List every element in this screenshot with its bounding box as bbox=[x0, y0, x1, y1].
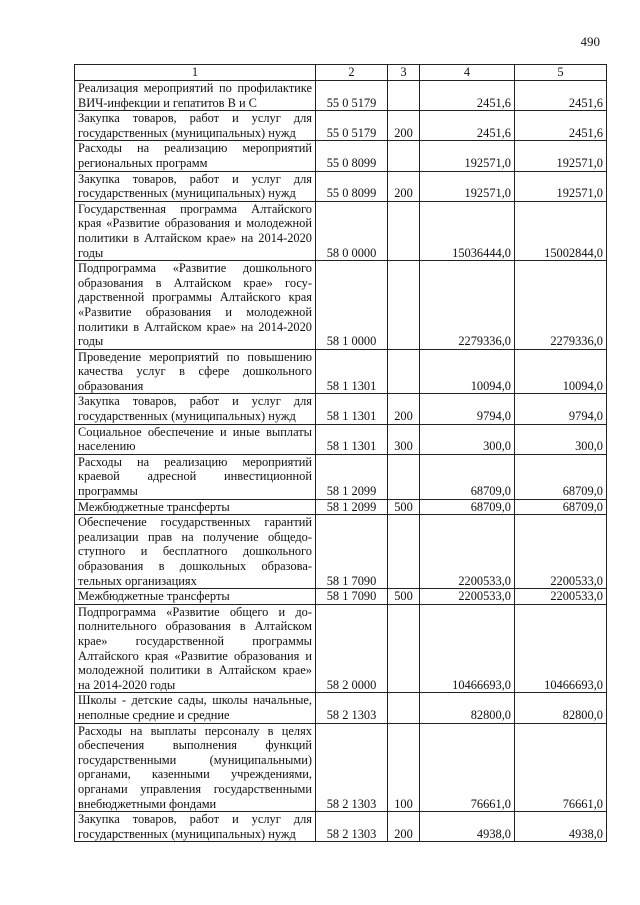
row-amount-1-cell: 10466693,0 bbox=[420, 604, 515, 693]
row-code-cell: 58 1 1301 bbox=[316, 424, 388, 454]
row-amount-1-cell: 4938,0 bbox=[420, 812, 515, 842]
row-name-cell: Закупка товаров, работ и услуг для государственных (муниципальных) нужд bbox=[75, 394, 316, 424]
row-name-cell: Государственная программа Алтайского края «Развитие образования и молодежной политики в Алтайском крае» на 2014-2020 годы bbox=[75, 201, 316, 260]
row-amount-1-cell: 2279336,0 bbox=[420, 261, 515, 350]
row-code-cell: 58 2 1303 bbox=[316, 723, 388, 812]
row-expense-type-cell: 500 bbox=[388, 499, 420, 515]
row-expense-type-cell bbox=[388, 604, 420, 693]
row-amount-1-cell: 300,0 bbox=[420, 424, 515, 454]
row-amount-2-cell: 2200533,0 bbox=[515, 515, 607, 589]
row-expense-type-cell bbox=[388, 201, 420, 260]
row-amount-2-cell: 300,0 bbox=[515, 424, 607, 454]
row-code-cell: 58 1 1301 bbox=[316, 394, 388, 424]
table-row bbox=[75, 81, 607, 111]
row-code-cell: 58 0 0000 bbox=[316, 201, 388, 260]
row-name-cell: Закупка товаров, работ и услуг для государственных (муниципальных) нужд bbox=[75, 111, 316, 141]
row-code-cell: 55 0 5179 bbox=[316, 111, 388, 141]
row-name-cell: Межбюджетные трансферты bbox=[75, 499, 316, 515]
table-row bbox=[75, 454, 607, 499]
row-amount-1-cell: 10094,0 bbox=[420, 349, 515, 394]
row-code-cell: 58 1 2099 bbox=[316, 454, 388, 499]
column-header-code: 2 bbox=[316, 65, 388, 81]
row-amount-2-cell: 2200533,0 bbox=[515, 589, 607, 605]
row-amount-1-cell: 82800,0 bbox=[420, 693, 515, 723]
row-name-cell: Расходы на выплаты персоналу в целях обеспечения выполнения функций государственными (муниципальными) органами, казенными учреждениями, органами управления государственными внебюджетными фондами bbox=[75, 723, 316, 812]
row-expense-type-cell: 200 bbox=[388, 812, 420, 842]
row-code-cell: 58 2 0000 bbox=[316, 604, 388, 693]
row-code-cell: 58 2 1303 bbox=[316, 693, 388, 723]
row-amount-1-cell: 68709,0 bbox=[420, 454, 515, 499]
row-expense-type-cell: 200 bbox=[388, 111, 420, 141]
column-header-expense-type: 3 bbox=[388, 65, 420, 81]
row-amount-2-cell: 192571,0 bbox=[515, 141, 607, 171]
row-code-cell: 58 1 1301 bbox=[316, 349, 388, 394]
row-amount-1-cell: 76661,0 bbox=[420, 723, 515, 812]
row-amount-2-cell: 2451,6 bbox=[515, 111, 607, 141]
table-row bbox=[75, 171, 607, 201]
table-row bbox=[75, 604, 607, 693]
row-amount-1-cell: 192571,0 bbox=[420, 171, 515, 201]
row-name-cell: Расходы на реализацию мероприятий региональных программ bbox=[75, 141, 316, 171]
row-amount-1-cell: 2451,6 bbox=[420, 81, 515, 111]
row-expense-type-cell bbox=[388, 454, 420, 499]
column-header-amount-1: 4 bbox=[420, 65, 515, 81]
table-row bbox=[75, 349, 607, 394]
row-amount-2-cell: 68709,0 bbox=[515, 499, 607, 515]
row-amount-2-cell: 82800,0 bbox=[515, 693, 607, 723]
row-name-cell: Расходы на реализацию мероприятий краевой адресной инвестиционной программы bbox=[75, 454, 316, 499]
row-name-cell: Социальное обеспечение и иные выплаты населению bbox=[75, 424, 316, 454]
row-expense-type-cell bbox=[388, 81, 420, 111]
row-expense-type-cell bbox=[388, 349, 420, 394]
row-expense-type-cell: 300 bbox=[388, 424, 420, 454]
row-name-cell: Школы - детские сады, школы начальные, неполные средние и средние bbox=[75, 693, 316, 723]
table-row bbox=[75, 111, 607, 141]
table-row bbox=[75, 723, 607, 812]
row-amount-2-cell: 15002844,0 bbox=[515, 201, 607, 260]
row-amount-2-cell: 10466693,0 bbox=[515, 604, 607, 693]
row-expense-type-cell bbox=[388, 693, 420, 723]
column-header-name: 1 bbox=[75, 65, 316, 81]
row-name-cell: Подпрограмма «Развитие дошкольного образования в Алтайском крае» государственной программы Алтайского края «Развитие образования и молодежной политики в Алтайском крае» на 2014-2020 годы bbox=[75, 261, 316, 350]
row-name-cell: Проведение мероприятий по повышению качества услуг в сфере дошкольного образования bbox=[75, 349, 316, 394]
column-header-amount-2: 5 bbox=[515, 65, 607, 81]
row-code-cell: 58 1 0000 bbox=[316, 261, 388, 350]
row-amount-2-cell: 2279336,0 bbox=[515, 261, 607, 350]
row-expense-type-cell: 500 bbox=[388, 589, 420, 605]
row-code-cell: 58 1 7090 bbox=[316, 515, 388, 589]
row-amount-2-cell: 68709,0 bbox=[515, 454, 607, 499]
row-code-cell: 58 2 1303 bbox=[316, 812, 388, 842]
table-row bbox=[75, 201, 607, 260]
table-row bbox=[75, 515, 607, 589]
row-amount-2-cell: 9794,0 bbox=[515, 394, 607, 424]
table-row bbox=[75, 261, 607, 350]
row-name-cell: Закупка товаров, работ и услуг для государственных (муниципальных) нужд bbox=[75, 171, 316, 201]
row-amount-2-cell: 192571,0 bbox=[515, 171, 607, 201]
table-body bbox=[75, 81, 607, 842]
row-expense-type-cell: 200 bbox=[388, 394, 420, 424]
row-code-cell: 58 1 7090 bbox=[316, 589, 388, 605]
budget-table bbox=[74, 64, 607, 842]
row-code-cell: 55 0 8099 bbox=[316, 171, 388, 201]
row-code-cell: 55 0 5179 bbox=[316, 81, 388, 111]
row-name-cell: Межбюджетные трансферты bbox=[75, 589, 316, 605]
row-name-cell: Закупка товаров, работ и услуг для государственных (муниципальных) нужд bbox=[75, 812, 316, 842]
table-row bbox=[75, 812, 607, 842]
table-row bbox=[75, 589, 607, 605]
row-expense-type-cell: 100 bbox=[388, 723, 420, 812]
row-amount-2-cell: 76661,0 bbox=[515, 723, 607, 812]
row-amount-1-cell: 2200533,0 bbox=[420, 589, 515, 605]
row-amount-1-cell: 2451,6 bbox=[420, 111, 515, 141]
row-name-cell: Реализация мероприятий по профилактике ВИЧ-инфекции и гепатитов В и С bbox=[75, 81, 316, 111]
row-amount-1-cell: 2200533,0 bbox=[420, 515, 515, 589]
page-number: 490 bbox=[580, 34, 600, 49]
row-amount-1-cell: 68709,0 bbox=[420, 499, 515, 515]
table-row bbox=[75, 141, 607, 171]
row-code-cell: 58 1 2099 bbox=[316, 499, 388, 515]
row-amount-2-cell: 4938,0 bbox=[515, 812, 607, 842]
row-amount-2-cell: 2451,6 bbox=[515, 81, 607, 111]
table-row bbox=[75, 499, 607, 515]
row-amount-1-cell: 192571,0 bbox=[420, 141, 515, 171]
table-row bbox=[75, 693, 607, 723]
row-expense-type-cell bbox=[388, 141, 420, 171]
row-name-cell: Обеспечение государственных гарантий реализации прав на получение общедоступного и бесплатного дошкольного образования в дошкольных образовательных организациях bbox=[75, 515, 316, 589]
row-amount-2-cell: 10094,0 bbox=[515, 349, 607, 394]
row-code-cell: 55 0 8099 bbox=[316, 141, 388, 171]
row-expense-type-cell bbox=[388, 261, 420, 350]
row-expense-type-cell bbox=[388, 515, 420, 589]
table-row bbox=[75, 394, 607, 424]
row-expense-type-cell: 200 bbox=[388, 171, 420, 201]
row-name-cell: Подпрограмма «Развитие общего и дополнительного образования в Алтайском крае» государственной программы Алтайского края «Развитие образования и молодежной политики в Алтайском крае» на 2014-2020 годы bbox=[75, 604, 316, 693]
row-amount-1-cell: 15036444,0 bbox=[420, 201, 515, 260]
table-header-row bbox=[75, 65, 607, 81]
row-amount-1-cell: 9794,0 bbox=[420, 394, 515, 424]
table-row bbox=[75, 424, 607, 454]
